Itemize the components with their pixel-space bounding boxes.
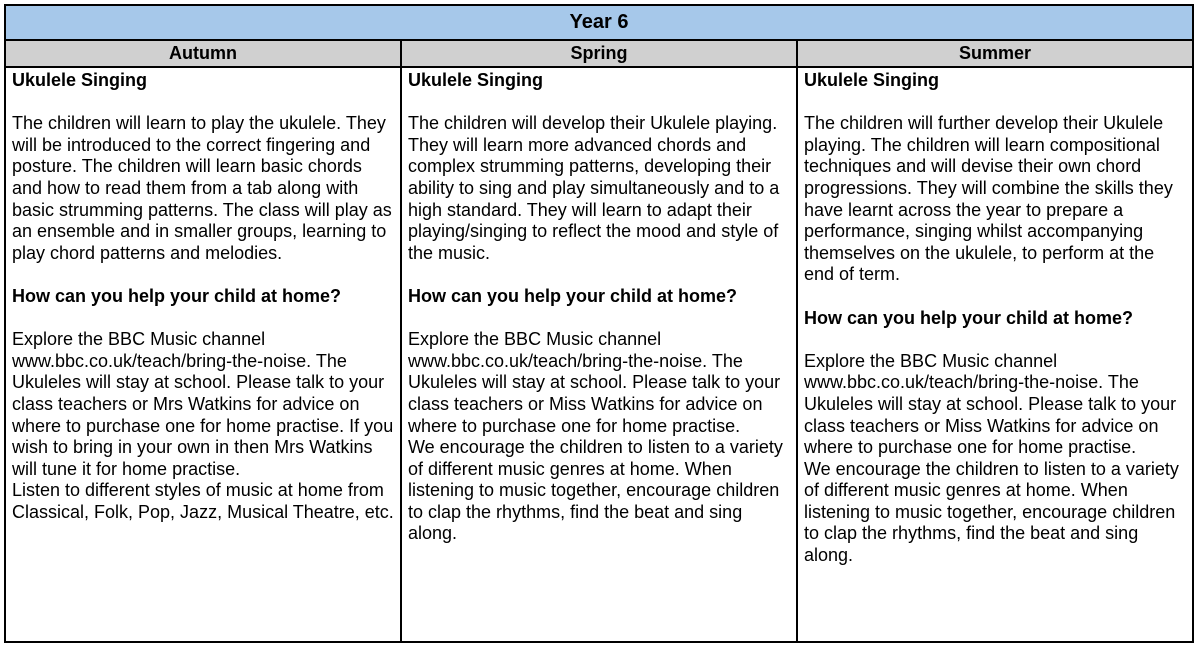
column-description: The children will further develop their Ukulele playing. The children will learn compositional techniques and will devise their own chord progressions. They will combine the skills they have learnt across the year to prepare a performance, singing whilst accompanying themselves on the ukulele, to perform at the end of term. bbox=[804, 113, 1173, 285]
curriculum-table bbox=[4, 4, 1194, 643]
help-text bbox=[12, 329, 396, 523]
spring-column bbox=[400, 68, 796, 643]
term-summer: Summer bbox=[796, 41, 1192, 66]
help-question: How can you help your child at home? bbox=[408, 285, 738, 306]
help-paragraph: Explore the BBC Music channel www.bbc.co.uk/teach/bring-the-noise. The Ukuleles will stay at school. Please talk to your class teachers or Mrs Watkins for advice on where to purchase one for home practise. If you wish to bring in your own in then Mrs Watkins will tune it for home practise. bbox=[12, 329, 394, 479]
help-paragraph: Explore the BBC Music channel www.bbc.co.uk/teach/bring-the-noise. The Ukuleles will stay at school. Please talk to your class teachers or Miss Watkins for advice on where to purchase one for home practise. bbox=[804, 350, 1177, 458]
help-paragraph: Explore the BBC Music channel www.bbc.co.uk/teach/bring-the-noise. The Ukuleles will stay at school. Please talk to your class teachers or Miss Watkins for advice on where to purchase one for home practise. bbox=[408, 329, 781, 436]
column-description: The children will learn to play the ukulele. They will be introduced to the correct fingering and posture. The children will learn basic chords and how to read them from a tab along with basic strumming patterns. The class will play as an ensemble and in smaller groups, learning to play chord patterns and melodies. bbox=[12, 113, 392, 263]
term-header-row bbox=[6, 41, 1192, 68]
help-question: How can you help your child at home? bbox=[12, 285, 342, 306]
help-text bbox=[408, 329, 792, 545]
help-question: How can you help your child at home? bbox=[804, 307, 1134, 328]
content-row bbox=[6, 68, 1192, 643]
column-title: Ukulele Singing bbox=[408, 70, 544, 90]
help-paragraph: We encourage the children to listen to a variety of different music genres at home. When listening to music together, encourage children to clap the rhythms, find the beat and sing along. bbox=[408, 437, 783, 544]
column-title: Ukulele Singing bbox=[804, 70, 940, 90]
column-description: The children will develop their Ukulele playing. They will learn more advanced chords and complex strumming patterns, developing their ability to sing and play simultaneously and to a high standard. They will learn to adapt their playing/singing to reflect the mood and style of the music. bbox=[408, 113, 780, 263]
help-paragraph: Listen to different styles of music at home from Classical, Folk, Pop, Jazz, Musical Theatre, etc. bbox=[12, 480, 394, 522]
help-paragraph: We encourage the children to listen to a variety of different music genres at home. When listening to music together, encourage children to clap the rhythms, find the beat and sing along. bbox=[804, 458, 1179, 566]
term-autumn: Autumn bbox=[169, 43, 237, 63]
column-title: Ukulele Singing bbox=[12, 70, 148, 90]
year-header: Year 6 bbox=[6, 6, 1192, 41]
summer-column bbox=[796, 68, 1192, 643]
help-text bbox=[804, 351, 1188, 567]
autumn-column bbox=[6, 68, 400, 643]
term-spring: Spring bbox=[400, 41, 796, 66]
